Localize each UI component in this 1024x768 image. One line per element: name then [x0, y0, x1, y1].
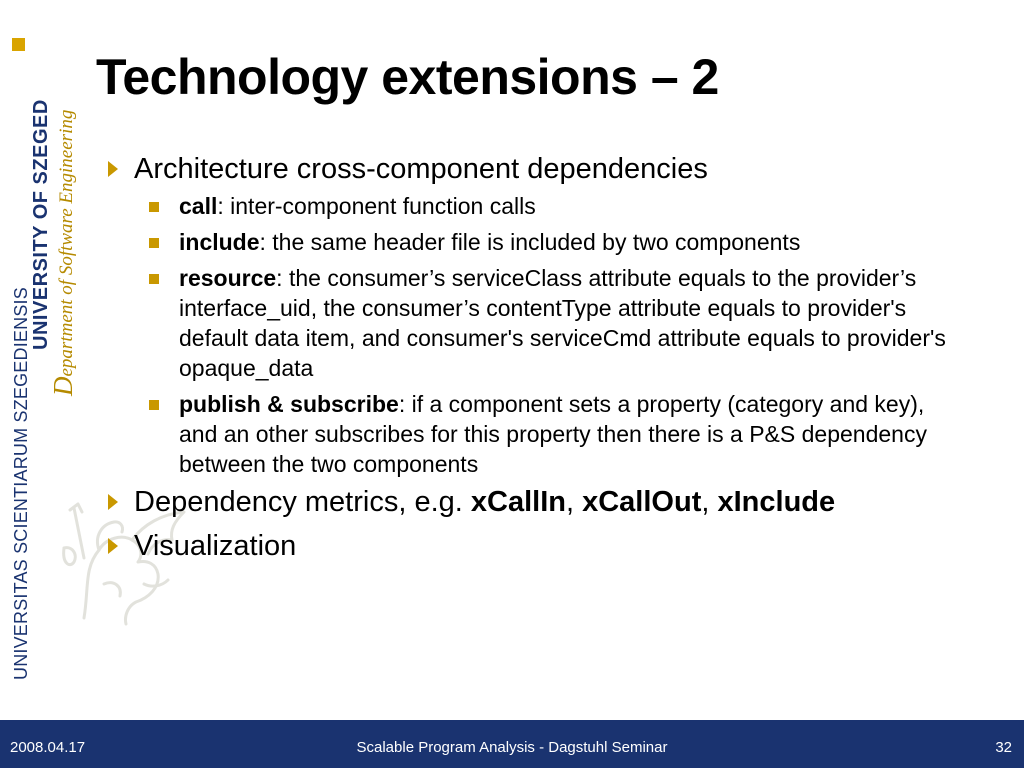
sub-bullet-call [104, 191, 969, 221]
square-bullet-icon [149, 400, 159, 410]
footer-date: 2008.04.17 [10, 739, 86, 756]
department-initial: D [48, 376, 78, 396]
square-bullet-icon [149, 202, 159, 212]
triangle-bullet-icon [108, 538, 118, 554]
separator: , [565, 486, 583, 518]
sub-bullet-term: publish & subscribe [179, 391, 399, 417]
metric-xcallout: xCallOut [582, 486, 702, 518]
slide-title: Technology extensions – 2 [96, 49, 719, 105]
sub-bullet-desc: : if a component sets a property (category and key), and an other subscribes for this property then there is a P&S dependency between the two components [179, 391, 927, 477]
sub-bullet-publish-subscribe [104, 389, 969, 479]
dependency-types-list [104, 191, 984, 479]
sub-bullet-desc: : the same header file is included by two components [259, 229, 801, 255]
sub-bullet-term: include [179, 229, 260, 255]
bullet-text: Dependency metrics, e.g. [134, 486, 471, 518]
triangle-bullet-icon [108, 494, 118, 510]
separator: , [701, 486, 718, 518]
bullet-dependency-metrics [104, 485, 984, 519]
sub-bullet-term: call [179, 193, 218, 219]
square-bullet-icon [149, 274, 159, 284]
latin-university-name: UNIVERSITAS SCIENTIARUM SZEGEDIENSIS [11, 287, 31, 680]
sub-bullet-resource [104, 263, 969, 383]
page-number: 32 [995, 739, 1012, 756]
bullet-visualization [104, 529, 984, 563]
sub-bullet-desc: : the consumer’s serviceClass attribute equals to the provider’s interface_uid, the consumer’s contentType attribute equals to provider's default data item, and consumer's serviceCmd attribute equals to provider's opaque_data [179, 265, 946, 381]
sub-bullet-include [104, 227, 969, 257]
department-rest: epartment of Software Engineering [56, 109, 77, 377]
square-bullet-icon [149, 238, 159, 248]
triangle-bullet-icon [108, 161, 118, 177]
footer-title: Scalable Program Analysis - Dagstuhl Seminar [356, 739, 668, 756]
sub-bullet-desc: : inter-component function calls [217, 193, 536, 219]
footer-bar [0, 720, 1024, 768]
bullet-text: Visualization [134, 530, 297, 562]
department-name [48, 110, 79, 396]
bullet-text: Architecture cross-component dependencies [134, 153, 708, 185]
sub-bullet-term: resource [179, 265, 277, 291]
metric-xinclude: xInclude [717, 486, 836, 518]
metric-xcallin: xCallIn [470, 486, 566, 518]
corner-square-icon [12, 38, 25, 51]
university-name: UNIVERSITY OF SZEGED [30, 99, 52, 350]
slide-content [104, 152, 984, 563]
bullet-architecture [104, 152, 984, 186]
